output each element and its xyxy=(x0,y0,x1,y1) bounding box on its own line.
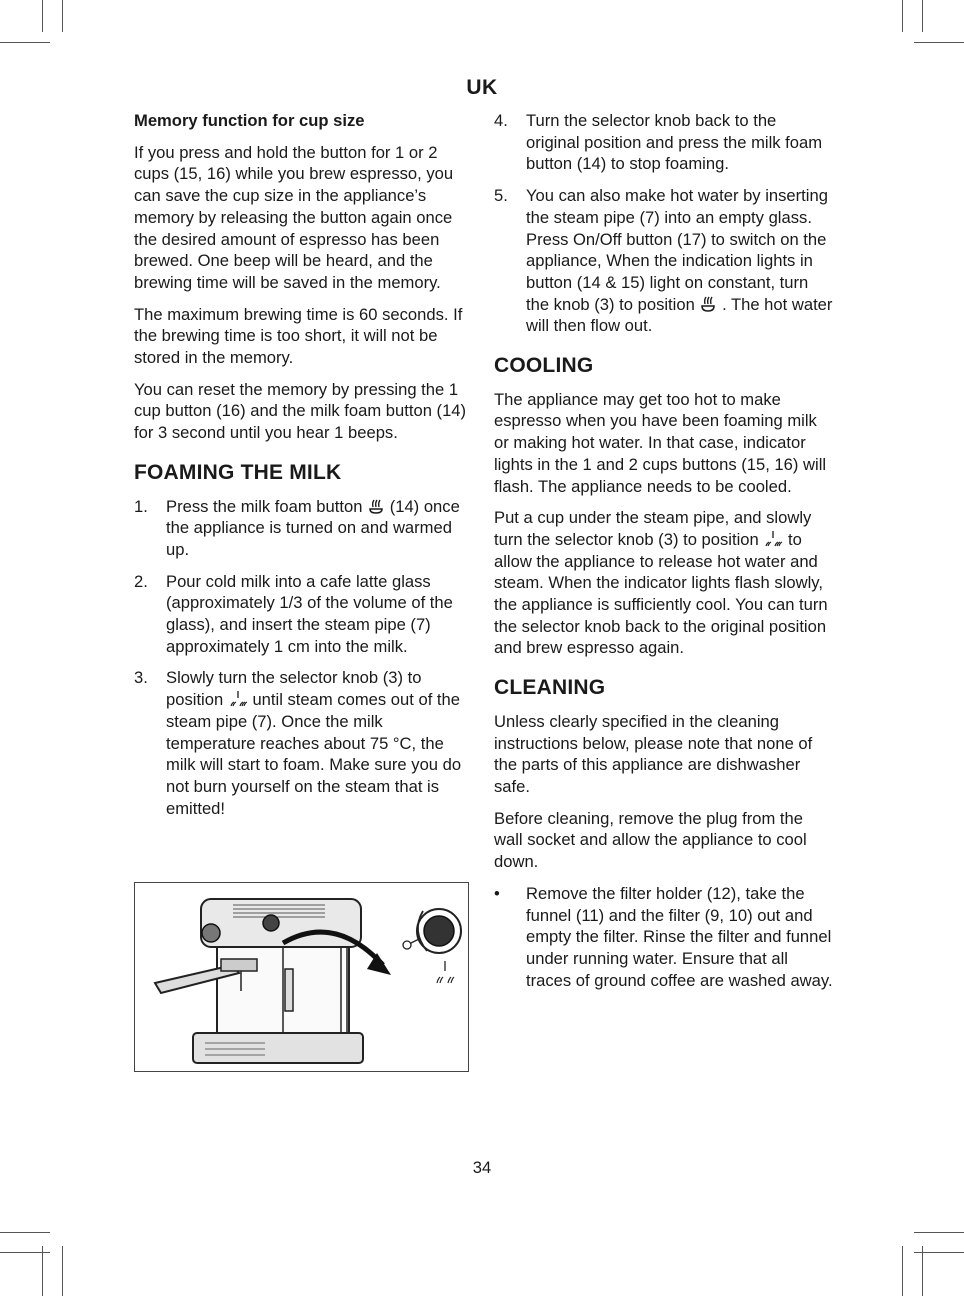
cooling-heading: COOLING xyxy=(494,354,594,378)
crop-mark xyxy=(902,1246,903,1296)
crop-mark xyxy=(914,42,964,43)
list-item: 3. Slowly turn the selector knob (3) to position until steam comes out of the steam pipe (7). Once the milk temperature reaches about 75 °C, the milk will start to foam. Make sure you do not burn yourself on the steam that is emitted! xyxy=(134,668,462,818)
list-item: 2. Pour cold milk into a cafe latte glass (approximately 1/3 of the volume of the glass), and insert the steam pipe (7) approximately 1 cm into the milk. xyxy=(134,571,453,656)
crop-mark xyxy=(0,1232,50,1233)
memory-function-heading: Memory function for cup size xyxy=(134,111,365,130)
cleaning-paragraph-2: Before cleaning, remove the plug from the wall socket and allow the appliance to cool down. xyxy=(494,808,807,872)
crop-mark xyxy=(922,0,923,32)
list-item: 5. You can also make hot water by inserting the steam pipe (7) into an empty glass. Press On/Off button (17) to switch on the appliance, When the indication lights in button (14 & 15) light on constant, turn the knob (3) to position . The hot water will then flow out. xyxy=(494,186,833,336)
language-label: UK xyxy=(466,76,498,99)
espresso-machine-figure xyxy=(134,882,469,1072)
memory-paragraph-1: If you press and hold the button for 1 or 2 cups (15, 16) while you brew espresso, you can save the cup size in the appliance’s memory by releasing the button again once the desired amount of espresso has been brewed. One beep will be heard, and the brewing time will be saved in the memory. xyxy=(134,142,454,292)
foaming-heading: FOAMING THE MILK xyxy=(134,460,342,484)
page-number: 34 xyxy=(472,1158,492,1177)
right-column xyxy=(494,110,834,1001)
steam-icon xyxy=(228,690,248,708)
cleaning-paragraph-1: Unless clearly specified in the cleaning instructions below, please note that none of the parts of this appliance are dishwasher safe. xyxy=(494,711,813,796)
memory-paragraph-2: The maximum brewing time is 60 seconds. If the brewing time is too short, it will not be stored in the memory. xyxy=(134,304,463,368)
list-item: • Remove the filter holder (12), take the funnel (11) and the filter (9, 10) out and empty the filter. Rinse the filter and funnel under running water. Ensure that all traces of ground coffee are washed away. xyxy=(494,883,833,990)
crop-mark xyxy=(0,42,50,43)
crop-mark xyxy=(62,0,63,32)
crop-mark xyxy=(922,1246,923,1296)
crop-mark xyxy=(902,0,903,32)
list-item: 4. Turn the selector knob back to the original position and press the milk foam button (14) to stop foaming. xyxy=(494,111,823,174)
crop-mark xyxy=(914,1232,964,1233)
left-column xyxy=(134,110,474,829)
espresso-machine-illustration xyxy=(135,883,468,1071)
list-item: 1. Press the milk foam button (14) once the appliance is turned on and warmed up. xyxy=(134,496,460,559)
milk-foam-icon xyxy=(367,497,385,515)
foaming-steps-continued xyxy=(494,110,834,337)
cleaning-bullets xyxy=(494,883,834,992)
cooling-paragraph-1: The appliance may get too hot to make espresso when you have been foaming milk or making hot water. In that case, indicator lights in the 1 and 2 cups buttons (15, 16) will flash. The appliance needs to be cooled. xyxy=(494,389,827,496)
crop-mark xyxy=(42,0,43,32)
foaming-steps xyxy=(134,496,474,820)
cleaning-heading: CLEANING xyxy=(494,676,606,700)
hot-water-icon xyxy=(699,295,717,313)
crop-mark xyxy=(42,1246,43,1296)
cooling-paragraph-2: Put a cup under the steam pipe, and slowly turn the selector knob (3) to position to allow the appliance to release hot water and steam. When the indicator lights flash slowly, the appliance is sufficiently cool. You can turn the selector knob back to the original position and brew espresso again. xyxy=(494,508,828,658)
memory-paragraph-3: You can reset the memory by pressing the 1 cup button (16) and the milk foam button (14) for 3 second until you hear 1 beeps. xyxy=(134,379,467,443)
steam-icon xyxy=(763,530,783,548)
crop-mark xyxy=(62,1246,63,1296)
